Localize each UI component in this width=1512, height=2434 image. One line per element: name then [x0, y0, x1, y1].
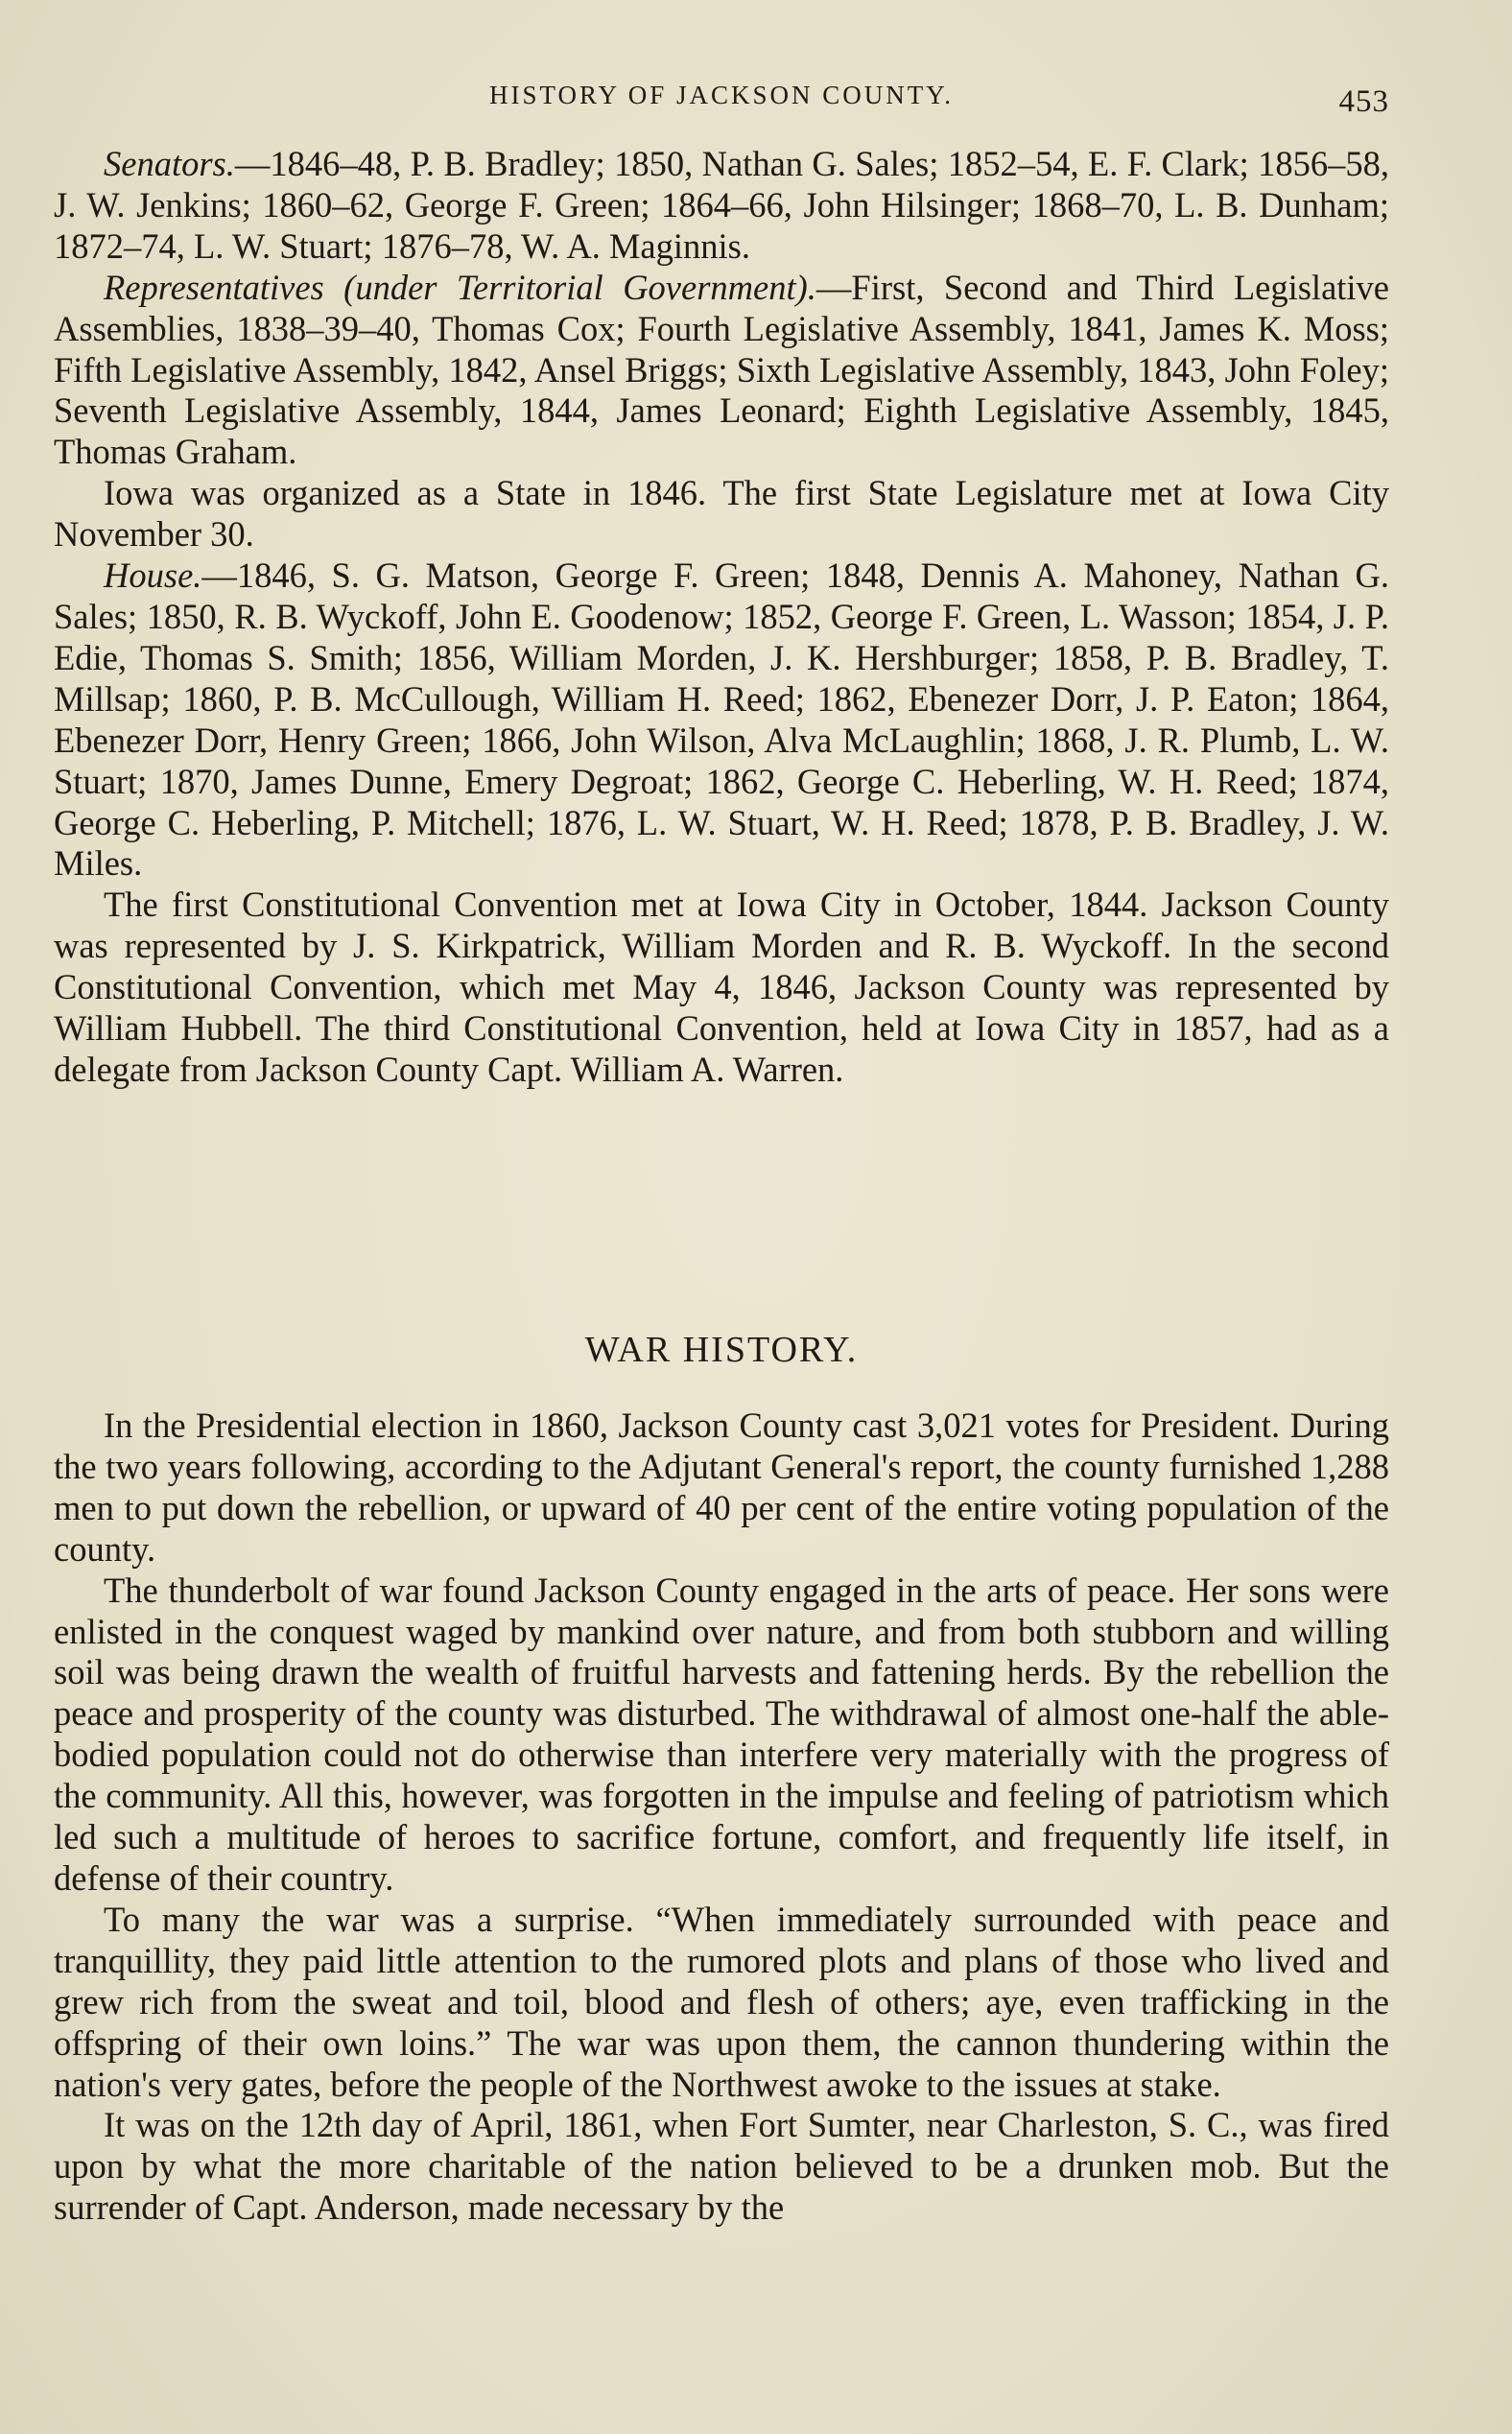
legislators-section — [54, 144, 1389, 1091]
war-history-paragraph: In the Presidential election in 1860, Jackson County cast 3,021 votes for President. During the two years following, according to the Adjutant General's report, the county furnished 1,288 men to put down the rebellion, or upward of 40 per cent of the entire voting population of the county. — [54, 1406, 1389, 1569]
war-history-section — [54, 1406, 1389, 2229]
house-paragraph — [54, 555, 1389, 885]
war-history-paragraph: It was on the 12th day of April, 1861, when Fort Sumter, near Charleston, S. C., was fired upon by what the more charitable of the nation believed to be a drunken mob. But the surrender of Capt. Anderson, made necessary by the — [54, 2105, 1389, 2228]
iowa-state-paragraph: Iowa was organized as a State in 1846. The first State Legislature met at Iowa City November 30. — [54, 473, 1389, 555]
senators-text: —1846–48, P. B. Bradley; 1850, Nathan G. Sales; 1852–54, E. F. Clark; 1856–58, J. W. Jenkins; 1860–62, George F. Green; 1864–66, John Hilsinger; 1868–70, L. B. Dunham; 1872–74, L. W. Stuart; 1876–78, W. A. Maginnis. — [54, 144, 1389, 266]
page-header — [54, 75, 1389, 119]
representatives-paragraph — [54, 268, 1389, 474]
running-head: HISTORY OF JACKSON COUNTY. — [488, 81, 955, 109]
house-lead: House. — [104, 555, 202, 596]
page-number: 453 — [1338, 84, 1389, 119]
representatives-text: —First, Second and Third Legislative Assemblies, 1838–39–40, Thomas Cox; Fourth Legislative Assembly, 1841, James K. Moss; Fifth Legislative Assembly, 1842, Ansel Briggs; Sixth Legislative Assembly, 1843, John Foley; Seventh Legislative Assembly, 1844, James Leonard; Eighth Legislative Assembly, 1845, Thomas Graham. — [54, 267, 1389, 472]
senators-lead: Senators. — [104, 144, 235, 183]
convention-paragraph: The first Constitutional Convention met at Iowa City in October, 1844. Jackson County was represented by J. S. Kirkpatrick, William Morden and R. B. Wyckoff. In the second Constitutional Convention, which met May 4, 1846, Jackson County was represented by William Hubbell. The third Constitutional Convention, held at Iowa City in 1857, had as a delegate from Jackson County Capt. William A. Warren. — [54, 885, 1389, 1089]
war-history-paragraph: The thunderbolt of war found Jackson County engaged in the arts of peace. Her sons were enlisted in the conquest waged by mankind over nature, and from both stubborn and willing soil was being drawn the wealth of fruitful harvests and fattening herds. By the rebellion the peace and prosperity of the county was disturbed. The withdrawal of almost one-half the able-bodied population could not do otherwise than interfere very materially with the progress of the community. All this, however, was forgotten in the impulse and feeling of patriotism which led such a multitude of heroes to sacrifice fortune, comfort, and frequently life itself, in defense of their country. — [54, 1570, 1389, 1898]
senators-paragraph — [54, 144, 1389, 268]
house-text: —1846, S. G. Matson, George F. Green; 1848, Dennis A. Mahoney, Nathan G. Sales; 1850, R. B. Wyckoff, John E. Goodenow; 1852, George F. Green, L. Wasson; 1854, J. P. Edie, Thomas S. Smith; 1856, William Morden, J. K. Hershburger; 1858, P. B. Bradley, T. Millsap; 1860, P. B. McCullough, William H. Reed; 1862, Ebenezer Dorr, J. P. Eaton; 1864, Ebenezer Dorr, Henry Green; 1866, John Wilson, Alva McLaughlin; 1868, J. R. Plumb, L. W. Stuart; 1870, James Dunne, Emery Degroat; 1862, George C. Heberling, W. H. Reed; 1874, George C. Heberling, P. Mitchell; 1876, L. W. Stuart, W. H. Reed; 1878, P. B. Bradley, J. W. Miles. — [54, 555, 1389, 884]
war-history-paragraph: To many the war was a surprise. “When immediately surrounded with peace and tranquillity, they paid little attention to the rumored plots and plans of those who lived and grew rich from the sweat and toil, blood and flesh of others; aye, even trafficking in the offspring of their own loins.” The war was upon them, the cannon thundering within the nation's very gates, before the people of the Northwest awoke to the issues at stake. — [54, 1899, 1389, 2104]
war-history-heading: WAR HISTORY. — [584, 1330, 859, 1370]
representatives-lead: Representatives (under Territorial Government). — [104, 267, 816, 307]
